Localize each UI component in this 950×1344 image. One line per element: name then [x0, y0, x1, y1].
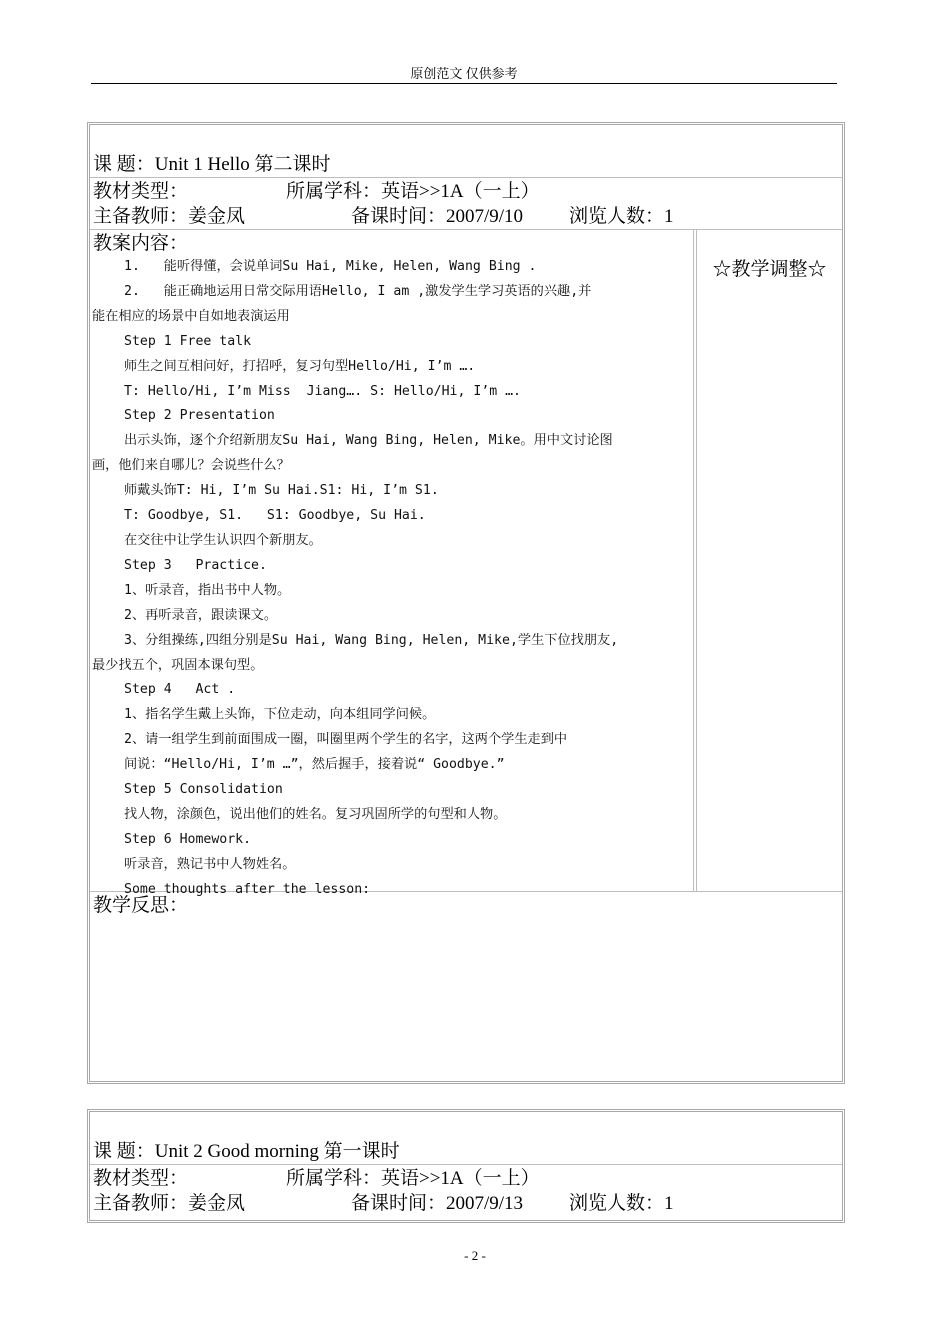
lesson-meta [90, 178, 842, 230]
content-line: 2、请一组学生到前面围成一圈，叫圈里两个学生的名字，这两个学生走到中 [124, 732, 568, 748]
teacher: 主备教师：姜金凤 [93, 1193, 246, 1214]
view-count: 浏览人数：1 [569, 206, 674, 227]
content-line: 出示头饰，逐个介绍新朋友Su Hai, Wang Bing, Helen, Mike。用中文讨论图 [124, 433, 613, 449]
teaching-adjustment-label: ☆教学调整☆ [712, 259, 827, 280]
content-line: Step 1 Free talk [124, 333, 252, 349]
content-line: 1、听录音，指出书中人物。 [124, 582, 291, 598]
content-line: 能在相应的场景中自如地表演运用 [92, 308, 290, 324]
lesson-content-cell [90, 230, 694, 897]
lesson-title: 课 题：Unit 2 Good morning 第一课时 [93, 1141, 400, 1162]
prep-time: 备课时间：2007/9/13 [351, 1193, 524, 1214]
content-line: Step 5 Consolidation [124, 782, 283, 798]
content-line: 间说：“Hello/Hi, I’m …”，然后握手，接着说“ Goodbye.” [124, 757, 505, 773]
lesson-content-row [90, 230, 842, 897]
content-title: 教案内容： [93, 233, 189, 254]
lesson-meta [90, 1165, 842, 1216]
content-line: 2. 能正确地运用日常交际用语Hello, I am ,激发学生学习英语的兴趣,并 [124, 283, 592, 299]
reflection-label: 教学反思： [93, 895, 189, 916]
content-line: 在交往中让学生认识四个新朋友。 [124, 532, 322, 548]
content-line: 画，他们来自哪儿？会说些什么？ [92, 458, 290, 474]
content-line: Step 3 Practice. [124, 557, 267, 573]
material-type-label: 教材类型： [93, 181, 189, 202]
content-line: Step 6 Homework. [124, 831, 252, 847]
content-line: T: Goodbye, S1. S1: Goodbye, Su Hai. [124, 508, 426, 524]
content-line: T: Hello/Hi, I’m Miss Jiang…. S: Hello/Hi, I’m …. [124, 383, 521, 399]
content-line: 3、分组操练,四组分别是Su Hai, Wang Bing, Helen, Mike,学生下位找朋友, [124, 632, 619, 648]
content-line: 找人物，涂颜色，说出他们的姓名。复习巩固所学的句型和人物。 [124, 806, 507, 822]
lesson-table-2 [87, 1109, 845, 1223]
teacher: 主备教师：姜金凤 [93, 206, 246, 227]
content-line: 听录音，熟记书中人物姓名。 [124, 856, 296, 872]
subject: 所属学科：英语>>1A（一上） [286, 1168, 540, 1189]
lesson-title-cell [90, 125, 842, 178]
content-line: 师戴头饰T: Hi, I’m Su Hai.S1: Hi, I’m S1. [124, 483, 439, 499]
material-type-label: 教材类型： [93, 1168, 189, 1189]
content-line: Step 4 Act . [124, 682, 236, 698]
content-line: Step 2 Presentation [124, 408, 275, 424]
content-line: 师生之间互相问好，打招呼，复习句型Hello/Hi, I’m …. [124, 358, 476, 374]
page-number: - 2 - [464, 1248, 486, 1263]
lesson-title: 课 题：Unit 1 Hello 第二课时 [93, 154, 331, 175]
teaching-adjustment-cell [696, 230, 842, 891]
content-line: 2、再听录音，跟读课文。 [124, 607, 278, 623]
content-line: 1. 能听得懂，会说单词Su Hai, Mike, Helen, Wang Bing . [124, 259, 537, 274]
lesson-title-cell [90, 1112, 842, 1165]
content-line: Some thoughts after the lesson: [124, 881, 371, 897]
content-line: 1、指名学生戴上头饰，下位走动，向本组同学问候。 [124, 707, 436, 723]
prep-time: 备课时间：2007/9/10 [351, 206, 524, 227]
subject: 所属学科：英语>>1A（一上） [286, 181, 540, 202]
content-line: 最少找五个，巩固本课句型。 [92, 657, 264, 673]
lesson-table-1 [87, 122, 845, 1084]
reflection-cell [90, 892, 842, 1067]
header-rule [91, 83, 837, 84]
view-count: 浏览人数：1 [569, 1193, 674, 1214]
page-header: 原创范文 仅供参考 [410, 66, 518, 81]
